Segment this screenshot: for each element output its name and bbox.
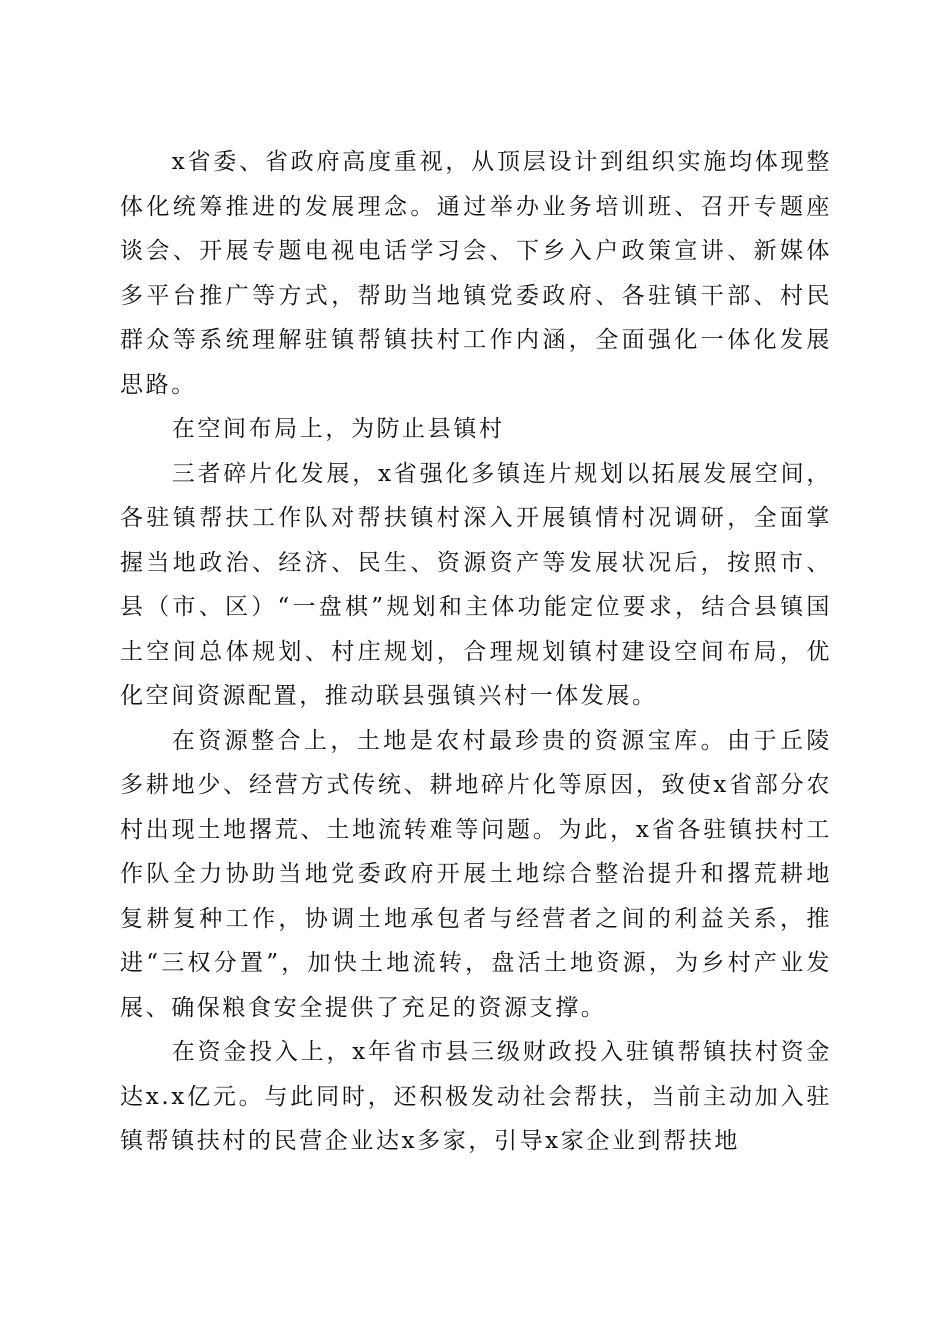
document-body [120,140,832,1164]
paragraph-capital-investment: 在资金投入上，x年省市县三级财政投入驻镇帮镇扶村资金达x.x亿元。与此同时，还积极发动社会帮扶，当前主动加入驻镇帮镇扶村的民营企业达x多家，引导x家企业到帮扶地 [120,1039,832,1154]
paragraph-spatial-layout-heading: 在空间布局上，为防止县镇村 [171,416,505,442]
paragraph-overall-planning: x省委、省政府高度重视，从顶层设计到组织实施均体现整体化统筹推进的发展理念。通过举办业务培训班、召开专题座谈会、开展专题电视电话学习会、下乡入户政策宣讲、新媒体多平台推广等方式，帮助当地镇党委政府、各驻镇干部、村民群众等系统理解驻镇帮镇扶村工作内涵，全面强化一体化发展思路。 [120,149,832,398]
paragraph-spatial-layout-body: 三者碎片化发展，x省强化多镇连片规划以拓展发展空间，各驻镇帮扶工作队对帮扶镇村深入开展镇情村况调研，全面掌握当地政治、经济、民生、资源资产等发展状况后，按照市、县（市、区）“一盘棋”规划和主体功能定位要求，结合县镇国土空间总体规划、村庄规划，合理规划镇村建设空间布局，优化空间资源配置，推动联县强镇兴村一体发展。 [120,460,832,709]
paragraph-resource-integration: 在资源整合上，土地是农村最珍贵的资源宝库。由于丘陵多耕地少、经营方式传统、耕地碎片化等原因，致使x省部分农村出现土地撂荒、土地流转难等问题。为此，x省各驻镇扶村工作队全力协助当地党委政府开展土地综合整治提升和撂荒耕地复耕复种工作，协调土地承包者与经营者之间的利益关系，推进“三权分置”，加快土地流转，盘活土地资源，为乡村产业发展、确保粮食安全提供了充足的资源支撑。 [120,727,832,1021]
